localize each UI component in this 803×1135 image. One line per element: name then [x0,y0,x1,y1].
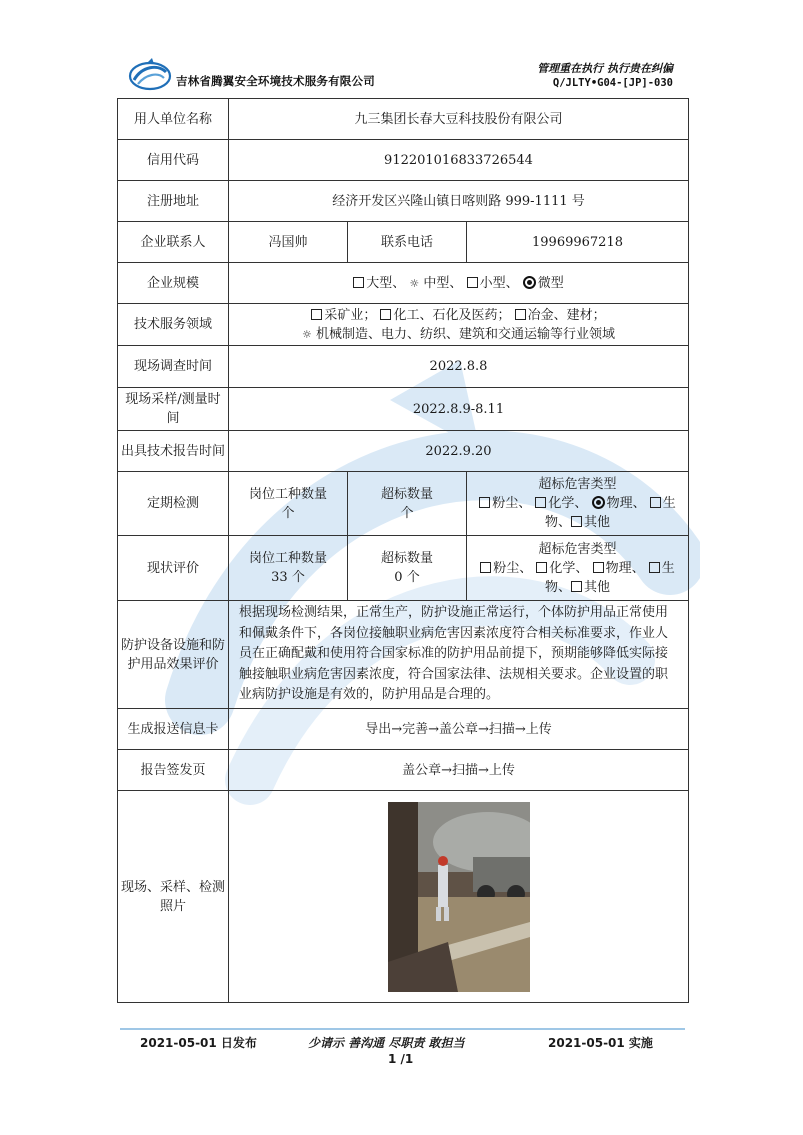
contact-value: 冯国帅 [229,222,348,263]
report-value: 2022.9.20 [229,431,689,472]
row-photo [118,791,689,1003]
gear-sun-icon: ☼ [409,276,420,290]
issue-date: 2021-05-01 日发布 [140,1036,257,1050]
phone-value: 19969967218 [467,222,689,263]
row-contact [118,222,689,263]
checkbox-icon [479,497,490,508]
checkbox-icon [480,562,491,573]
credit-value: 912201016833726544 [229,140,689,181]
gear-sun-icon: ☼ [301,327,312,341]
current-posts: 岗位工种数量 33 个 [229,536,348,601]
row-scale [118,263,689,304]
current-label: 现状评价 [118,536,229,601]
row-employer [118,99,689,140]
row-periodic [118,472,689,536]
page-header [0,0,803,100]
row-credit [118,140,689,181]
info-table [117,98,689,1003]
company-name: 吉林省腾翼安全环境技术服务有限公司 [176,74,375,88]
page-number: 1 /1 [388,1052,414,1066]
protect-label: 防护设备设施和防护用品效果评价 [118,601,229,709]
domain-label: 技术服务领域 [118,304,229,346]
survey-value: 2022.8.8 [229,346,689,388]
effective-date: 2021-05-01 实施 [548,1036,653,1050]
checkbox-icon [571,581,582,592]
checkbox-icon [571,516,582,527]
checkbox-icon [535,497,546,508]
row-current [118,536,689,601]
report-label: 出具技术报告时间 [118,431,229,472]
company-logo [128,58,172,92]
sampling-label: 现场采样/测量时间 [118,388,229,431]
row-sign [118,750,689,791]
protect-text: 根据现场检测结果，正常生产，防护设施正常运行，个体防护用品正常使用和佩戴条件下，各岗位接触职业病危害因素浓度符合相关标准要求，作业人员在正确配戴和使用符合国家标准的防护用品前提下，预期能够降低实际接触接触职业病危害因素浓度，符合国家法律、法规相关要求。企业设置的职业病防护设施是有效的，防护用品是合理的。 [229,601,689,709]
footer-slogan: 少请示 善沟通 尽职责 敢担当 [308,1036,465,1050]
survey-label: 现场调查时间 [118,346,229,388]
address-value: 经济开发区兴隆山镇日喀则路 999-1111 号 [229,181,689,222]
sign-value: 盖公章→扫描→上传 [229,750,689,791]
row-address [118,181,689,222]
checkbox-icon [593,562,604,573]
row-report [118,431,689,472]
row-survey [118,346,689,388]
photo-label: 现场、采样、检测照片 [118,791,229,1003]
card-label: 生成报送信息卡 [118,709,229,750]
credit-label: 信用代码 [118,140,229,181]
header-motto: 管理重在执行 执行贵在纠偏 [537,62,673,75]
scale-label: 企业规模 [118,263,229,304]
selected-circle-icon [523,276,536,289]
document-code: Q/JLTY•G04-[JP]-030 [552,77,673,89]
footer-divider [120,1028,685,1030]
row-domain [118,304,689,346]
checkbox-icon [536,562,547,573]
card-value: 导出→完善→盖公章→扫描→上传 [229,709,689,750]
site-photo-illustration [388,802,530,992]
employer-label: 用人单位名称 [118,99,229,140]
selected-circle-icon [592,496,605,509]
employer-value: 九三集团长春大豆科技股份有限公司 [229,99,689,140]
photo-cell [229,791,689,1003]
checkbox-icon [649,562,660,573]
sampling-value: 2022.8.9-8.11 [229,388,689,431]
periodic-label: 定期检测 [118,472,229,536]
current-exceed: 超标数量 0 个 [348,536,467,601]
phone-label: 联系电话 [348,222,467,263]
sign-label: 报告签发页 [118,750,229,791]
checkbox-icon [650,497,661,508]
checkbox-icon [311,309,322,320]
site-photo [388,802,530,992]
checkbox-icon [353,277,364,288]
checkbox-icon [467,277,478,288]
checkbox-icon [380,309,391,320]
scale-options: 大型、 ☼ 中型、 小型、 微型 [229,263,689,304]
periodic-hazard: 超标危害类型 粉尘、 化学、 物理、 生 物、 其他 [467,472,689,536]
current-hazard: 超标危害类型 粉尘、 化学、 物理、 生 物、 其他 [467,536,689,601]
row-sampling [118,388,689,431]
periodic-exceed: 超标数量 个 [348,472,467,536]
row-card [118,709,689,750]
contact-label: 企业联系人 [118,222,229,263]
address-label: 注册地址 [118,181,229,222]
periodic-posts: 岗位工种数量 个 [229,472,348,536]
checkbox-icon [515,309,526,320]
row-protect [118,601,689,709]
domain-value: 采矿业； 化工、石化及医药； 冶金、建材； ☼ 机械制造、电力、纺织、建筑和交通运输等行业领域 [229,304,689,346]
